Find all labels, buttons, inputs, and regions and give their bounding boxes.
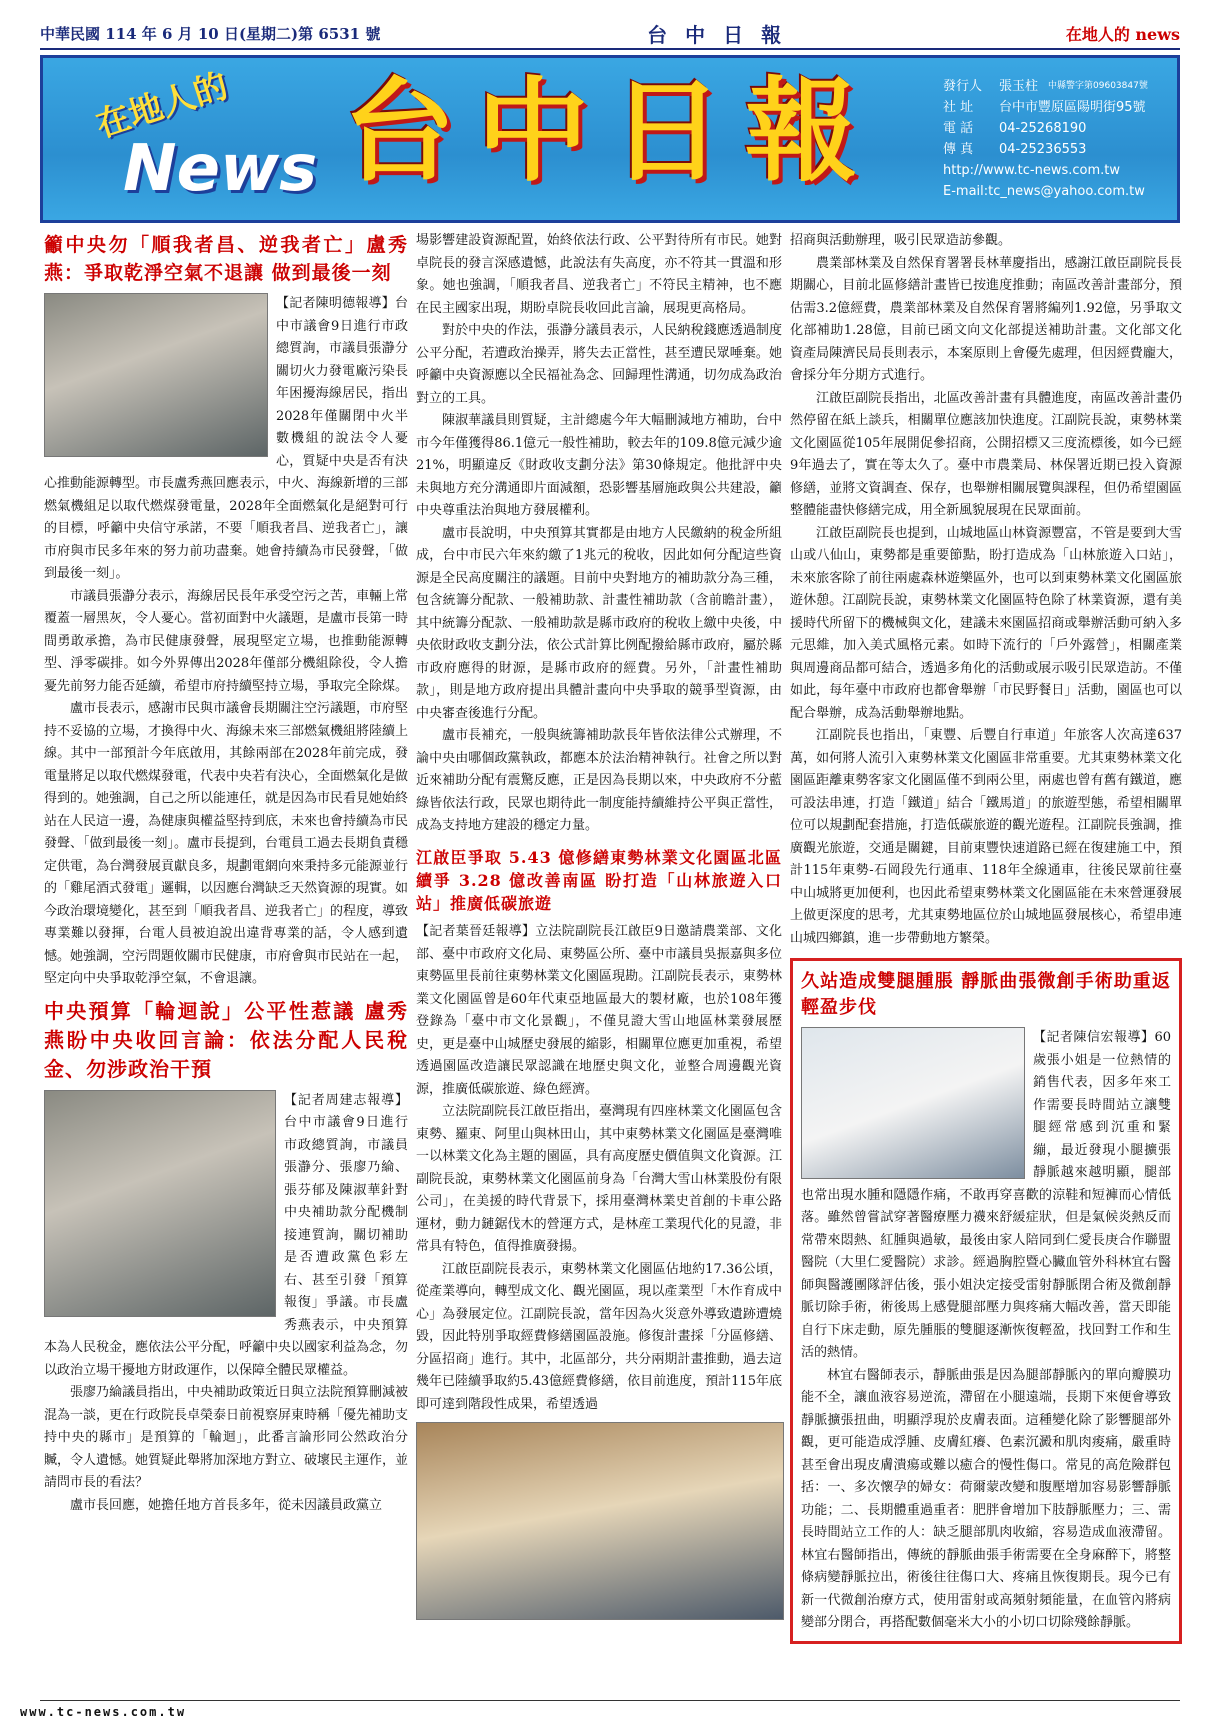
article-paragraph: 立法院副院長江啟臣指出，臺灣現有四座林業文化園區包含東勢、羅東、阿里山與林田山，其中東勢林業文化園區是臺灣唯一以林業文化為主題的園區，具有高度歷史價值與文化資源。江副院長說，東勢林業文化園區前身為「台灣大雪山林業股份有限公司」，在美援的時代背景下，採用臺灣林業史首創的卡車公路運材，動力鏈鋸伐木的營運方式，是林産工業現代化的見證，非常具有特色，值得推廣發揚。	[416, 1104, 782, 1255]
masthead-title: 台中日報	[343, 66, 879, 197]
column-3	[790, 230, 1182, 1644]
article-paragraph: 盧市長補充，一般與統籌補助款長年皆依法律公式辦理，不論中央由哪個政黨執政，都應本於法治精神執行。社會之所以對近來補助分配有震驚反應，正是因為長期以來，中央政府不分藍綠皆依法行政，民眾也期待此一制度能持續維持公平與正當性，成為支持地方建設的穩定力量。	[416, 728, 782, 833]
article-paragraph: 市議員張瀞分表示，海線居民長年承受空污之苦，車輛上常覆蓋一層黑灰，令人憂心。當初面對中火議題，是盧市長第一時間勇敢承擔，為市民健康發聲，展現堅定立場，也推動能源轉型、淨零碳排。如今外界傳出2028年僅部分機組除役，令人擔憂先前努力能否延續，希望市府持續堅持立場，爭取完全除煤。	[44, 588, 409, 694]
article-paragraph: 盧市長說明，中央預算其實都是由地方人民繳納的稅金所組成，台中市民六年來約繳了1兆元的稅收，因此如何分配這些資源是全民高度關注的議題。目前中央對地方的補助款分為三種，包含統籌分配款、一般補助款、計畫性補助款（含前瞻計畫），其中統籌分配款、一般補助款是縣市政府的稅收上繳中央後，中央依財政收支劃分法，依公式計算比例配撥給縣市政府，屬於縣市政府應得的財源，是縣市政府的經費。另外，「計畫性補助款」，則是地方政府提出具體計畫向中央爭取的競爭型資源，由中央審查後進行分配。	[416, 525, 782, 721]
slogan: 在地人的 news	[1065, 24, 1180, 44]
article-headline: 久站造成雙腿腫脹 靜脈曲張微創手術助重返輕盈步伐	[801, 971, 1171, 1019]
doctor-photo	[801, 1027, 1025, 1179]
article-headline: 江啟臣爭取 5.43 億修繕東勢林業文化園區北區 續爭 3.28 億改善南區 盼打造「山林旅遊入口站」推廣低碳旅遊	[416, 847, 782, 913]
website-link[interactable]: http://www.tc-news.com.tw	[943, 163, 1120, 178]
article-paragraph: 招商與活動辦理，吸引民眾造訪參觀。	[790, 233, 1012, 248]
footer-website[interactable]: www.tc-news.com.tw	[20, 1705, 187, 1719]
article-paragraph: 盧市長表示，感謝市民與市議會長期關注空污議題，市府堅持不妥協的立場，才換得中火、海線未來三部燃氣機組將陸續上線。其中一部預計今年底啟用，其餘兩部在2028年前完成，發電量將足以取代燃煤發電，代表中央若有決心，全面燃氣化是做得到的。她強調，自己之所以能連任，就是因為市民看見她始終站在人民這一邊，為健康與權益堅持到底，未來也會持續為市民發聲、「做到最後一刻」。盧市長提到，台電員工過去長期負責穩定供電，為台灣發展貢獻良多，規劃電網向來秉持多元能源並行的「雞尾酒式發電」邏輯，以因應台灣缺乏天然資源的現實。如今政治環境變化，甚至到「順我者昌、逆我者亡」的程度，導致專業難以發揮，台電人員被迫說出違背專業的話，令人感到遺憾。她強調，空污問題攸關市民健康，市府會與市民站在一起，堅定向中央爭取乾淨空氣，不會退讓。	[44, 701, 409, 987]
info-row: 發行人 張玉柱 中縣警字第09603847號	[943, 79, 1148, 94]
article-paragraph: 張廖乃綸議員指出，中央補助政策近日與立法院預算刪減被混為一談，更在行政院長卓榮泰日前視察屏東時稱「優先補助支持中央的縣市」是預算的「輪迴」，此番言論形同公然政治分贓，令人遺憾。她質疑此舉將加深地方對立、破壞民主運作，並請問市長的看法？	[44, 1385, 409, 1491]
info-row: 電 話 04-25268190	[943, 121, 1087, 136]
info-row: 社 址 台中市豐原區陽明街95號	[943, 100, 1146, 115]
logo-news-text: News	[123, 132, 318, 206]
article-lead: 【記者陳明德報導】台中市議會9日進行市政總質詢，市議員張瀞分關切火力發電廠污染長年困擾海線居民，指出2028年僅關閉中火半數機組的說法令人憂心，質疑中央是否有決心推動能源轉型。市長盧秀燕回應表示，中火、海線新增的三部燃氣機組足以取代燃煤發電量，2028年全面燃氣化是絕對可行的目標，呼籲中央信守承諾，不要「順我者昌、逆我者亡」，讓市府與市民多年來的努力前功盡棄。她會持續為市民發聲，「做到最後一刻」。	[44, 296, 409, 582]
article-paragraph: 盧市長回應，她擔任地方首長多年，從未因議員政黨立	[70, 1497, 383, 1513]
mayor-photo	[44, 293, 268, 457]
article-headline: 中央預算「輪迴說」公平性惹議 盧秀燕盼中央收回言論：依法分配人民稅金、勿涉政治干預	[44, 998, 408, 1081]
paper-name: 台中日報	[647, 22, 800, 47]
mayor-podium-photo	[44, 1090, 276, 1317]
top-bar	[40, 18, 1180, 50]
logo-small-text: 在地人的	[91, 65, 233, 146]
masthead-logo	[63, 65, 323, 212]
article-paragraph: 農業部林業及自然保育署署長林華慶指出，感謝江啟臣副院長長期關心，目前北區修繕計畫皆已按進度推動；南區改善計畫部分，預估需3.2億經費，農業部林業及自然保育署將編列1.92億，另爭取文化部補助1.28億，目前已函文向文化部提送補助計畫。文化部文化資產局陳濟民局長則表示，本案原則上會優先處理，但因經費龐大，會採分年分期方式進行。	[790, 255, 1182, 383]
article-paragraph: 場影響建設資源配置，始終依法行政、公平對待所有市民。她對卓院長的發言深感遺憾，此說法有失高度，亦不符其一貫溫和形象。她也強調，「順我者昌、逆我者亡」不符民主精神，也不應在民主國家出現，期盼卓院長收回此言論，展現更高格局。	[416, 233, 782, 316]
publisher-info	[943, 76, 1173, 202]
footer-divider	[40, 1700, 1180, 1701]
article-paragraph: 對於中央的作法，張瀞分議員表示，人民納稅錢應透過制度公平分配，若遭政治操弄，將失去正當性，甚至遭民眾唾棄。她呼籲中央資源應以全民福祉為念、回歸理性溝通，切勿成為政治對立的工具。	[416, 323, 782, 406]
article-paragraph: 江啟臣副院長也提到，山城地區山林資源豐富，不管是要到大雪山或八仙山，東勢都是重要節點，盼打造成為「山林旅遊入口站」，未來旅客除了前往兩處森林遊樂區外，也可以到東勢林業文化園區旅遊休憩。江副院長說，東勢林業文化園區特色除了林業資源，還有美援時代所留下的機械與文化，建議未來園區招商或舉辦活動可納入多元思維，加入美式風格元素。如時下流行的「戶外露營」，相關產業與周邊商品都可結合，透過多角化的活動或展示吸引民眾造訪。不僅如此，每年臺中市政府也都會舉辦「市民野餐日」活動，園區也可以配合舉辦，成為活動舉辦地點。	[790, 525, 1182, 721]
column-2	[416, 230, 782, 1620]
article-lead: 【記者陳信宏報導】60歲張小姐是一位熱情的銷售代表，因多年來工作需要長時間站立讓雙腿經常感到沉重和緊繃，最近發現小腿擴張靜脈越來越明顯，腿部也常出現水腫和隱隱作痛，不敢再穿喜歡的涼鞋和短褲而心情低落。雖然曾嘗試穿著醫療壓力襪來舒緩症狀，但是氣候炎熱反而常帶來悶熱、紅腫與過敏，最後由家人陪同到仁愛長庚合作聯盟醫院（大里仁愛醫院）求診。經過胸腔暨心臟血管外科林宜右醫師與醫護團隊評估後，張小姐決定接受雷射靜脈閉合術及微創靜脈切除手術，術後馬上感覺腿部壓力與疼痛大幅改善，當天即能自行下床走動，原先腫脹的雙腿逐漸恢復輕盈，找回對工作和生活的熱情。	[801, 1030, 1171, 1361]
article-paragraph: 江副院長也指出，「東豐、后豐自行車道」年旅客人次高達637萬，如何將人流引入東勢林業文化園區非常重要。尤其東勢林業文化園區距離東勢客家文化園區僅不到兩公里，兩處也曾有舊有鐵道，應可設法串連，打造「鐵道」結合「鐵馬道」的旅遊型態，希望相關單位可以規劃配套措施，打造低碳旅遊的觀光遊程。江副院長強調，推廣觀光旅遊，交通是關鍵，目前東豐快速道路已經在復建施工中，預計115年東勢-石岡段先行通車、118年全線通車，往後民眾前往臺中山城將更加便利，也因此希望東勢林業文化園區能在未來營運發展上做更深度的思考，尤其東勢地區位於山城地區發展核心，希望串連山城四鄉鎮，進一步帶動地方繁榮。	[790, 728, 1182, 946]
article-paragraph: 江啟臣副院長指出，北區改善計畫有具體進度，南區改善計畫仍然停留在紙上談兵，相關單位應該加快進度。江副院長說，東勢林業文化園區從105年展開促參招商，公開招標又三度流標後，如今已經9年過去了，實在等太久了。臺中市農業局、林保署近期已投入資源修繕，並將文資調查、保存，也舉辦相關展覽與課程，但仍希望園區整體能盡快修繕完成，用全新風貌展現在民眾面前。	[790, 390, 1182, 518]
forestry-park-photo	[416, 1422, 784, 1620]
article-lead: 【記者周建志報導】台中市議會9日進行市政總質詢，市議員張瀞分、張廖乃綸、張芬郁及陳淑華針對中央補助款分配機制接連質詢，關切補助是否遭政黨色彩左右、甚至引發「預算報復」爭議。市長盧秀燕表示，中央預算本為人民稅金，應依法公平分配，呼籲中央以國家利益為念，勿以政治立場干擾地方財政運作，以保障全體民眾權益。	[44, 1092, 409, 1378]
issue-date: 中華民國 114 年 6 月 10 日(星期二)第 6531 號	[40, 24, 381, 43]
article-paragraph: 陳淑華議員則質疑，主計總處今年大幅刪減地方補助，台中市今年僅獲得86.1億元一般性補助，較去年的109.8億元減少逾21%，明顯違反《財政收支劃分法》第30條規定。他批評中央未與地方充分溝通即片面減額，恐影響基層施政與公共建設，籲中央尊重法治與地方發展權利。	[416, 413, 782, 518]
email-link[interactable]: E-mail:tc_news@yahoo.com.tw	[943, 184, 1145, 199]
article-paragraph: 林宜右醫師表示，靜脈曲張是因為腿部靜脈內的單向瓣膜功能不全，讓血液容易逆流，滯留在小腿遠端，長期下來便會導致靜脈擴張扭曲，明顯浮現於皮膚表面。這種變化除了影響腿部外觀，更可能造成浮腫、皮膚紅癢、色素沉澱和肌肉痠痛，嚴重時甚至會出現皮膚潰瘍或難以癒合的慢性傷口。常見的高危險群包括：一、多次懷孕的婦女：荷爾蒙改變和腹壓增加容易影響靜脈功能；二、長期體重過重者：肥胖會增加下肢靜脈壓力；三、需長時間站立工作的人：缺乏腿部肌肉收縮，容易造成血液滯留。林宜右醫師指出，傳統的靜脈曲張手術需要在全身麻醉下，將整條病變靜脈拉出，術後往往傷口大、疼痛且恢復期長。現今已有新一代微創治療方式，使用雷射或高頻射頻能量，在血管內將病變部分閉合，再搭配數個毫米大小的小切口切除殘餘靜脈。	[801, 1367, 1171, 1631]
article-lead: 【記者葉晉廷報導】立法院副院長江啟臣9日邀請農業部、文化部、臺中市政府文化局、東勢區公所、臺中市議員吳振嘉與多位東勢區里長前往東勢林業文化園區現勘。江副院長表示，東勢林業文化園區曾是60年代東亞地區最大的製材廠，也於108年獲登錄為「臺中市文化景觀」，不僅見證大雪山地區林業發展歷史，更是臺中山城歷史發展的縮影，相關單位應更加重視，希望透過園區改造讓民眾認識在地歷史與文化，並整合周邊觀光資源，推廣低碳旅遊、綠色經濟。	[416, 924, 782, 1097]
column-1	[44, 230, 408, 1517]
masthead	[40, 55, 1180, 223]
article-headline: 籲中央勿「順我者昌、逆我者亡」盧秀燕：爭取乾淨空氣不退讓 做到最後一刻	[44, 234, 408, 284]
article-paragraph: 江啟臣副院長表示，東勢林業文化園區佔地約17.36公頃，從產業導向，轉型成文化、觀光園區，現以產業型「木作育成中心」為發展定位。江副院長說，當年因為火災意外導致遺跡遭燒毀，因此特別爭取經費修繕園區設施。修復計畫採「分區修繕、分區招商」進行。其中，北區部分，共分兩期計畫推動，過去這幾年已陸續爭取約5.43億經費修繕，依目前進度，預計115年底即可達到階段性成果，希望透過	[416, 1261, 782, 1412]
health-article-box	[790, 958, 1182, 1644]
info-row: 傳 真 04-25236553	[943, 142, 1087, 157]
